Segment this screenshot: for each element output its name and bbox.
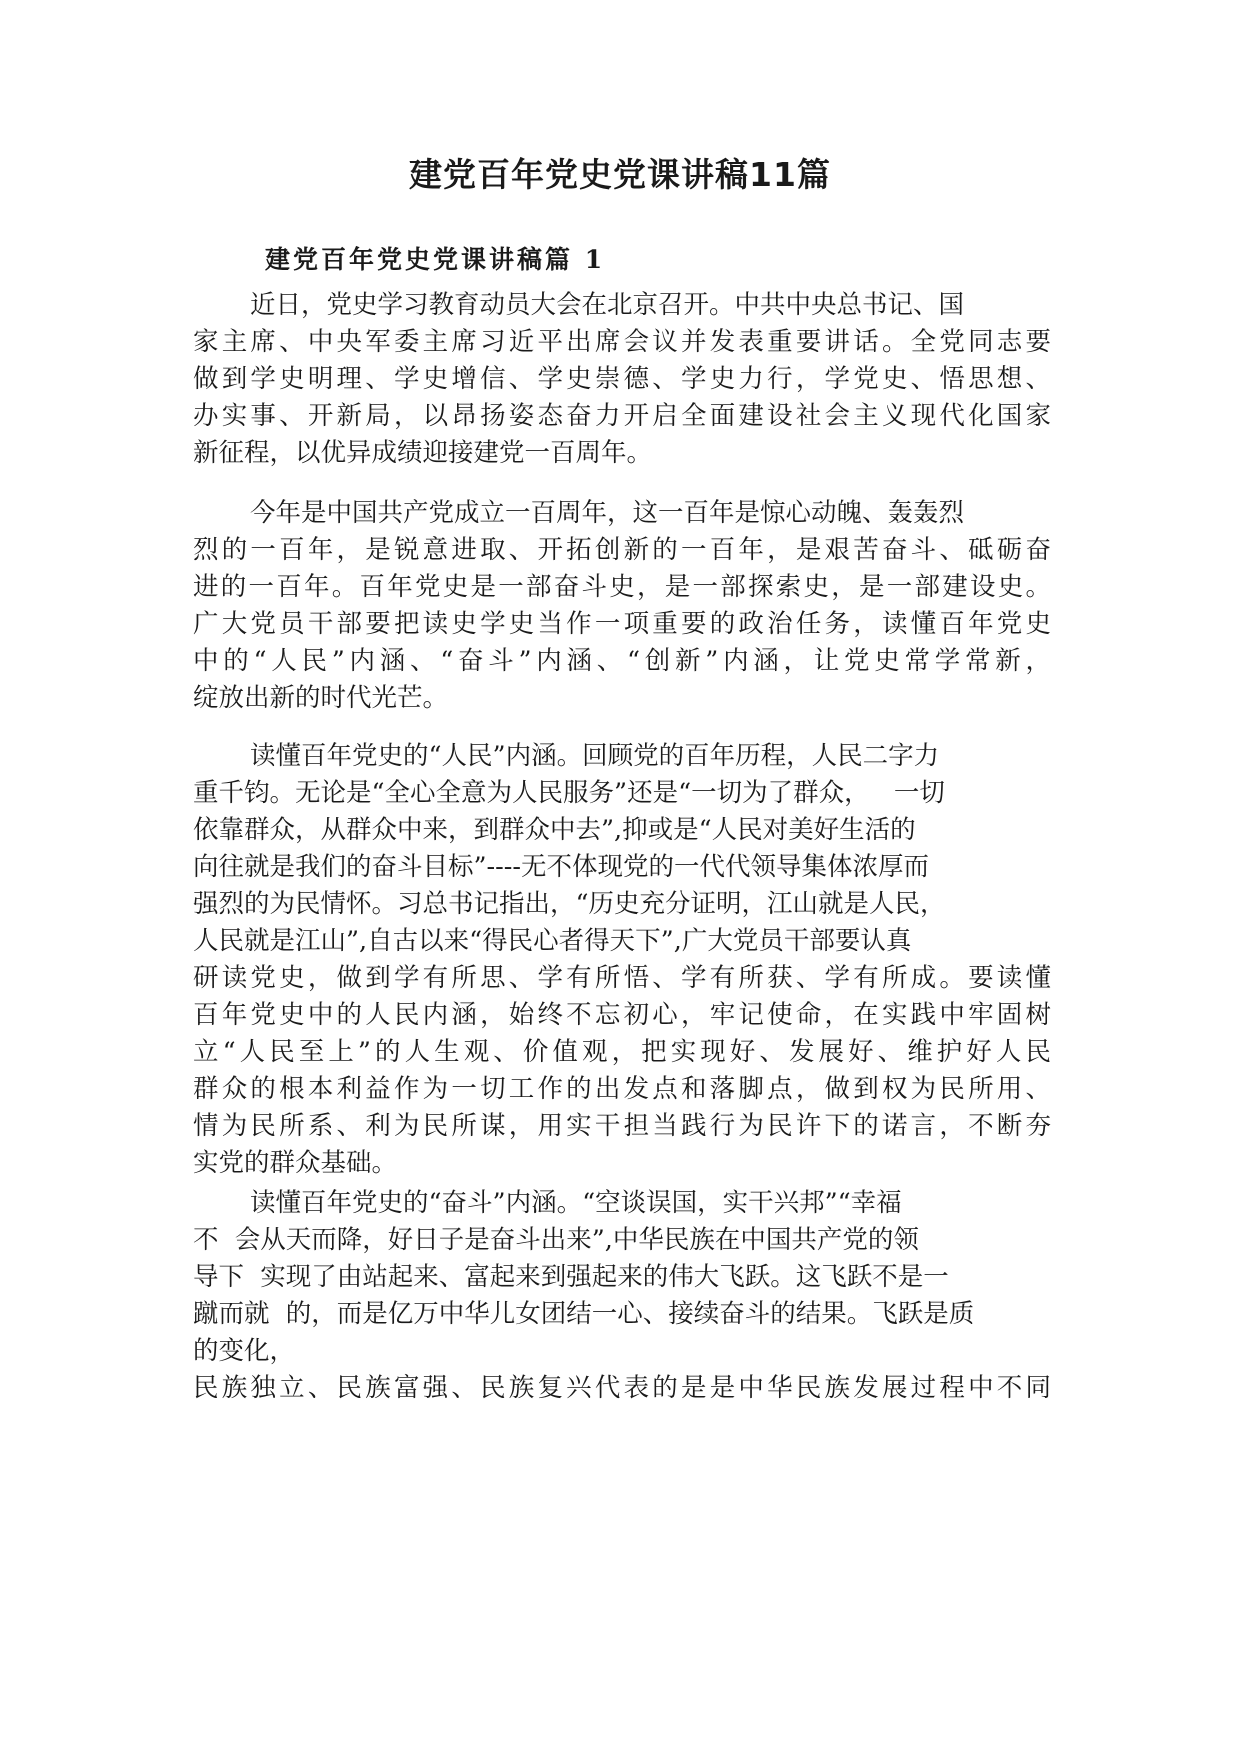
paragraph-line: 近日，党史学习教育动员大会在北京召开。中共中央总书记、国	[250, 290, 965, 320]
paragraph-1	[193, 287, 1051, 472]
paragraph-4	[193, 1185, 1051, 1407]
document-title: 建党百年党史党课讲稿11篇	[409, 155, 831, 194]
paragraph-2	[193, 495, 1051, 717]
paragraph-line: 百年党史中的人民内涵，始终不忘初心，牢记使命，在实践中牢固树	[193, 1000, 1051, 1030]
paragraph-3	[193, 738, 1051, 1182]
paragraph-line: 烈的一百年，是锐意进取、开拓创新的一百年，是艰苦奋斗、砥砺奋	[193, 535, 1051, 565]
paragraph-line: 导下 实现了由站起来、富起来到强起来的伟大飞跃。这飞跃不是一	[193, 1262, 949, 1292]
paragraph-line: 向往就是我们的奋斗目标”----无不体现党的一代代领导集体浓厚而	[193, 852, 930, 882]
paragraph-line: 不 会从天而降，好日子是奋斗出来”,中华民族在中国共产党的领	[193, 1225, 919, 1255]
paragraph-line: 蹴而就 的，而是亿万中华儿女团结一心、接续奋斗的结果。飞跃是质	[193, 1299, 975, 1329]
paragraph-line: 实党的群众基础。	[193, 1148, 398, 1178]
paragraph-line: 研读党史，做到学有所思、学有所悟、学有所获、学有所成。要读懂	[193, 963, 1051, 993]
paragraph-line: 立“人民至上”的人生观、价值观，把实现好、发展好、维护好人民	[193, 1037, 1051, 1067]
paragraph-line: 家主席、中央军委主席习近平出席会议并发表重要讲话。全党同志要	[193, 327, 1051, 357]
paragraph-line: 强烈的为民情怀。习总书记指出，“历史充分证明，江山就是人民，	[193, 889, 946, 919]
paragraph-line: 做到学史明理、学史增信、学史崇德、学史力行，学党史、悟思想、	[193, 364, 1051, 394]
paragraph-line: 中的“人民”内涵、“奋斗”内涵、“创新”内涵，让党史常学常新，	[193, 646, 1051, 676]
paragraph-line: 读懂百年党史的“人民”内涵。回顾党的百年历程，人民二字力	[250, 741, 940, 771]
paragraph-line: 今年是中国共产党成立一百周年，这一百年是惊心动魄、轰轰烈	[250, 498, 965, 528]
paragraph-line: 的变化，	[193, 1336, 296, 1366]
paragraph-line: 民族独立、民族富强、民族复兴代表的是是中华民族发展过程中不同	[193, 1373, 1051, 1403]
paragraph-line: 人民就是江山”,自古以来“得民心者得天下”,广大党员干部要认真	[193, 926, 912, 956]
paragraph-line: 广大党员干部要把读史学史当作一项重要的政治任务，读懂百年党史	[193, 609, 1051, 639]
paragraph-line: 群众的根本利益作为一切工作的出发点和落脚点，做到权为民所用、	[193, 1074, 1051, 1104]
paragraph-line: 依靠群众，从群众中来，到群众中去”,抑或是“人民对美好生活的	[193, 815, 916, 845]
paragraph-line: 办实事、开新局，以昂扬姿态奋力开启全面建设社会主义现代化国家	[193, 401, 1051, 431]
paragraph-line: 绽放出新的时代光芒。	[193, 683, 449, 713]
section-heading: 建党百年党史党课讲稿篇 1	[265, 245, 606, 274]
paragraph-line: 读懂百年党史的“奋斗”内涵。“空谈误国，实干兴邦”“幸福	[250, 1188, 902, 1218]
paragraph-line: 情为民所系、利为民所谋，用实干担当践行为民许下的诺言，不断夯	[193, 1111, 1051, 1141]
paragraph-line: 进的一百年。百年党史是一部奋斗史，是一部探索史，是一部建设史。	[193, 572, 1051, 602]
paragraph-line: 重千钧。无论是“全心全意为人民服务”还是“一切为了群众， 一切	[193, 778, 945, 808]
paragraph-line: 新征程，以优异成绩迎接建党一百周年。	[193, 438, 653, 468]
